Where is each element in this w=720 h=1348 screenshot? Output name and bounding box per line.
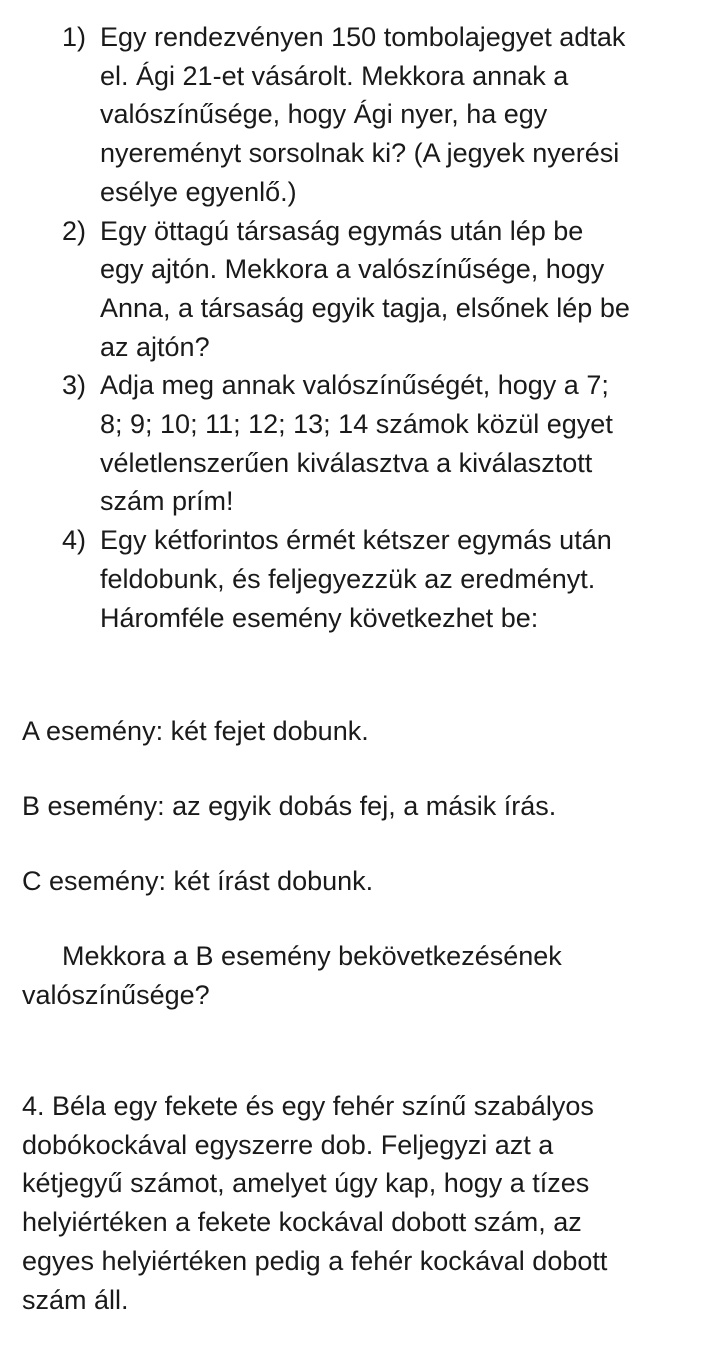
text-line: el. Ági 21-et vásárolt. Mekkora annak a bbox=[100, 60, 569, 91]
text-line: egy ajtón. Mekkora a valószínűsége, hogy bbox=[100, 254, 605, 285]
item-text bbox=[100, 212, 712, 367]
text-line: Anna, a társaság egyik tagja, elsőnek lép be bbox=[100, 292, 630, 323]
event-c: C esemény: két írást dobunk. bbox=[22, 866, 374, 896]
text-line: Egy rendezvényen 150 tombolajegyet adtak bbox=[100, 22, 626, 52]
text-line: dobókockával egyszerre dob. Feljegyzi azt a bbox=[22, 1129, 554, 1160]
list-item bbox=[62, 212, 712, 367]
text-line: Egy kétforintos érmét kétszer egymás után bbox=[100, 525, 612, 556]
list-item bbox=[62, 366, 712, 521]
text-line: 4. Béla egy fekete és egy fehér színű szabályos bbox=[22, 1091, 594, 1121]
item-number: 1) bbox=[62, 22, 87, 52]
text-line: 8; 9; 10; 11; 12; 13; 14 számok közül egyet bbox=[100, 409, 613, 440]
event-a: A esemény: két fejet dobunk. bbox=[22, 716, 369, 746]
text-line: Adja meg annak valószínűségét, hogy a 7; bbox=[100, 370, 609, 401]
numbered-problem-list bbox=[62, 18, 712, 637]
item-text bbox=[100, 366, 712, 521]
text-line: Egy öttagú társaság egymás után lép be bbox=[100, 215, 584, 246]
question-paragraph bbox=[22, 937, 702, 1014]
item-number: 2) bbox=[62, 215, 87, 246]
item-number: 3) bbox=[62, 370, 87, 401]
text-line: szám prím! bbox=[100, 486, 234, 517]
text-line: helyiértéken a fekete kockával dobott szám, az bbox=[22, 1207, 582, 1238]
text-line: esélye egyenlő.) bbox=[100, 176, 297, 207]
text-line: Háromféle esemény következhet be: bbox=[100, 602, 539, 633]
text-line: feldobunk, és feljegyezzük az eredményt. bbox=[100, 563, 596, 594]
text-line: valószínűsége? bbox=[22, 979, 210, 1010]
text-line: az ajtón? bbox=[100, 331, 210, 362]
item-text bbox=[100, 521, 712, 637]
text-line: nyereményt sorsolnak ki? (A jegyek nyerési bbox=[100, 138, 620, 169]
text-line: kétjegyű számot, amelyet úgy kap, hogy a tízes bbox=[22, 1168, 590, 1199]
item-text bbox=[100, 18, 712, 212]
text-line: egyes helyiértéken pedig a fehér kockával dobott bbox=[22, 1245, 608, 1276]
list-item bbox=[62, 521, 712, 637]
text-line: véletlenszerűen kiválasztva a kiválasztott bbox=[100, 447, 593, 478]
text-line: Mekkora a B esemény bekövetkezésének bbox=[62, 941, 562, 971]
text-line: valószínűsége, hogy Ági nyer, ha egy bbox=[100, 99, 548, 130]
event-b: B esemény: az egyik dobás fej, a másik írás. bbox=[22, 791, 557, 821]
item-number: 4) bbox=[62, 525, 87, 556]
text-line: szám áll. bbox=[22, 1284, 129, 1315]
list-item bbox=[62, 18, 712, 212]
problem-4-paragraph bbox=[22, 1087, 712, 1319]
